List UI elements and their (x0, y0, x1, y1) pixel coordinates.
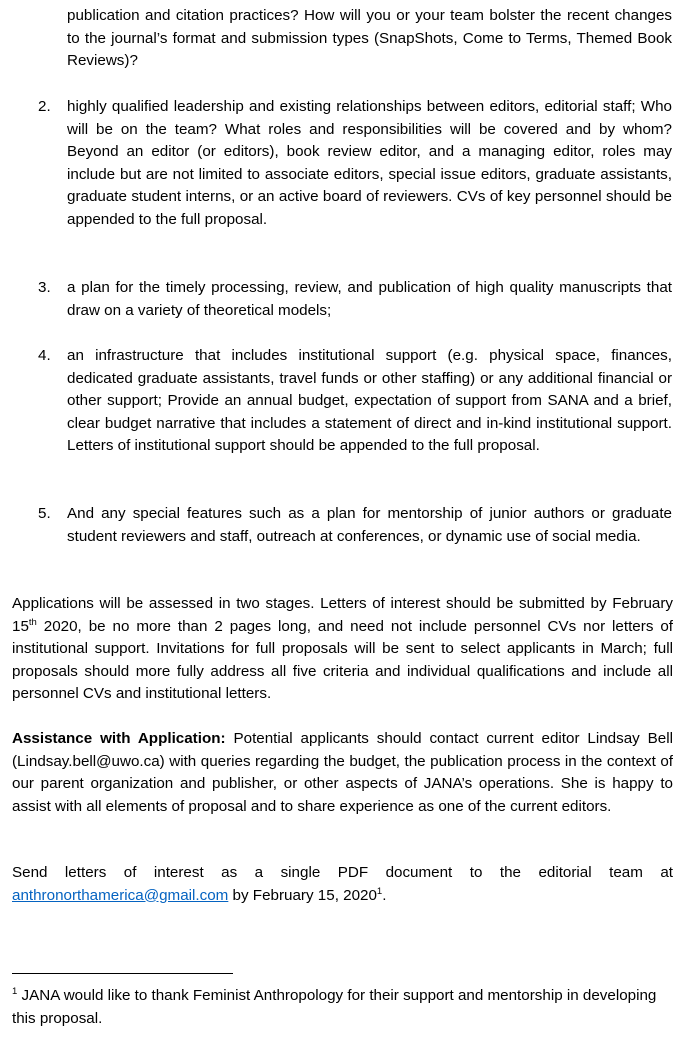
footnote-marker: 1 (12, 985, 18, 997)
applications-text-end: 2020, be no more than 2 pages long, and need not include personnel CVs nor letters of institutional support. Invitations for full proposals will be sent to select applicants in March; full proposals should more fully address all five criteria and individual qualifications and include all personnel CVs and institutional letters. (12, 617, 673, 703)
footnote-text: JANA would like to thank Feminist Anthropology for their support and mentorship in developing this proposal. (12, 987, 657, 1027)
list-item-3: a plan for the timely processing, review, and publication of high quality manuscripts that draw on a variety of theoretical models; (67, 279, 672, 319)
assistance-text: Potential applicants should contact current editor Lindsay Bell (Lindsay.bell@uwo.ca) with queries regarding the budget, the publication process in the context of our parent organization and publisher, or other aspects of JANA’s operations. She is happy to assist with all elements of proposal and to share experience as one of the current editors. (12, 730, 673, 815)
list-item-5: And any special features such as a plan for mentorship of junior authors or graduate student reviewers and staff, outreach at conferences, or dynamic use of social media. (67, 505, 672, 545)
list-number-4: 4. (38, 347, 51, 364)
send-text-start: Send letters of interest as a single PDF document to the editorial team at (12, 864, 673, 881)
list-item-4: an infrastructure that includes institutional support (e.g. physical space, finances, dedicated graduate assistants, travel funds or other staffing) or any additional financial or other support; Provide an annual budget, expectation of support from SANA and a brief, clear budget narrative that includes a statement of direct and in-kind institutional support. Letters of institutional support should be appended to the full proposal. (67, 347, 672, 455)
footnote-reference: 1 (376, 885, 383, 897)
send-text-date: by February 15, 2020 (228, 886, 377, 904)
applications-paragraph (12, 593, 673, 706)
list-number-3: 3. (38, 279, 51, 296)
continuation-paragraph: publication and citation practices? How will you or your team bolster the recent changes to the journal’s format and submission types (SnapShots, Come to Terms, Themed Book Reviews)? (67, 7, 672, 70)
applications-text-start: Applications will be assessed in two stages. Letters of interest should be submitted by February 15 (12, 595, 673, 635)
list-number-5: 5. (38, 505, 51, 522)
footnote-divider (12, 973, 233, 974)
footnote (12, 985, 662, 1030)
send-text-end: . (382, 886, 387, 904)
email-link[interactable]: anthronorthamerica@gmail.com (12, 886, 229, 904)
list-item-2: highly qualified leadership and existing relationships between editors, editorial staff; Who will be on the team? What roles and responsibilities will be covered and by whom? Beyond an editor (or editors), book review editor, and a managing editor, roles may include but are not limited to associate editors, special issue editors, graduate assistants, graduate student interns, or an active board of reviewers. CVs of key personnel should be appended to the full proposal. (67, 98, 672, 228)
list-number-2: 2. (38, 98, 51, 115)
applications-superscript: th (28, 616, 37, 628)
assistance-paragraph (12, 728, 673, 818)
send-paragraph (12, 862, 673, 907)
assistance-label: Assistance with Application: (12, 730, 226, 747)
